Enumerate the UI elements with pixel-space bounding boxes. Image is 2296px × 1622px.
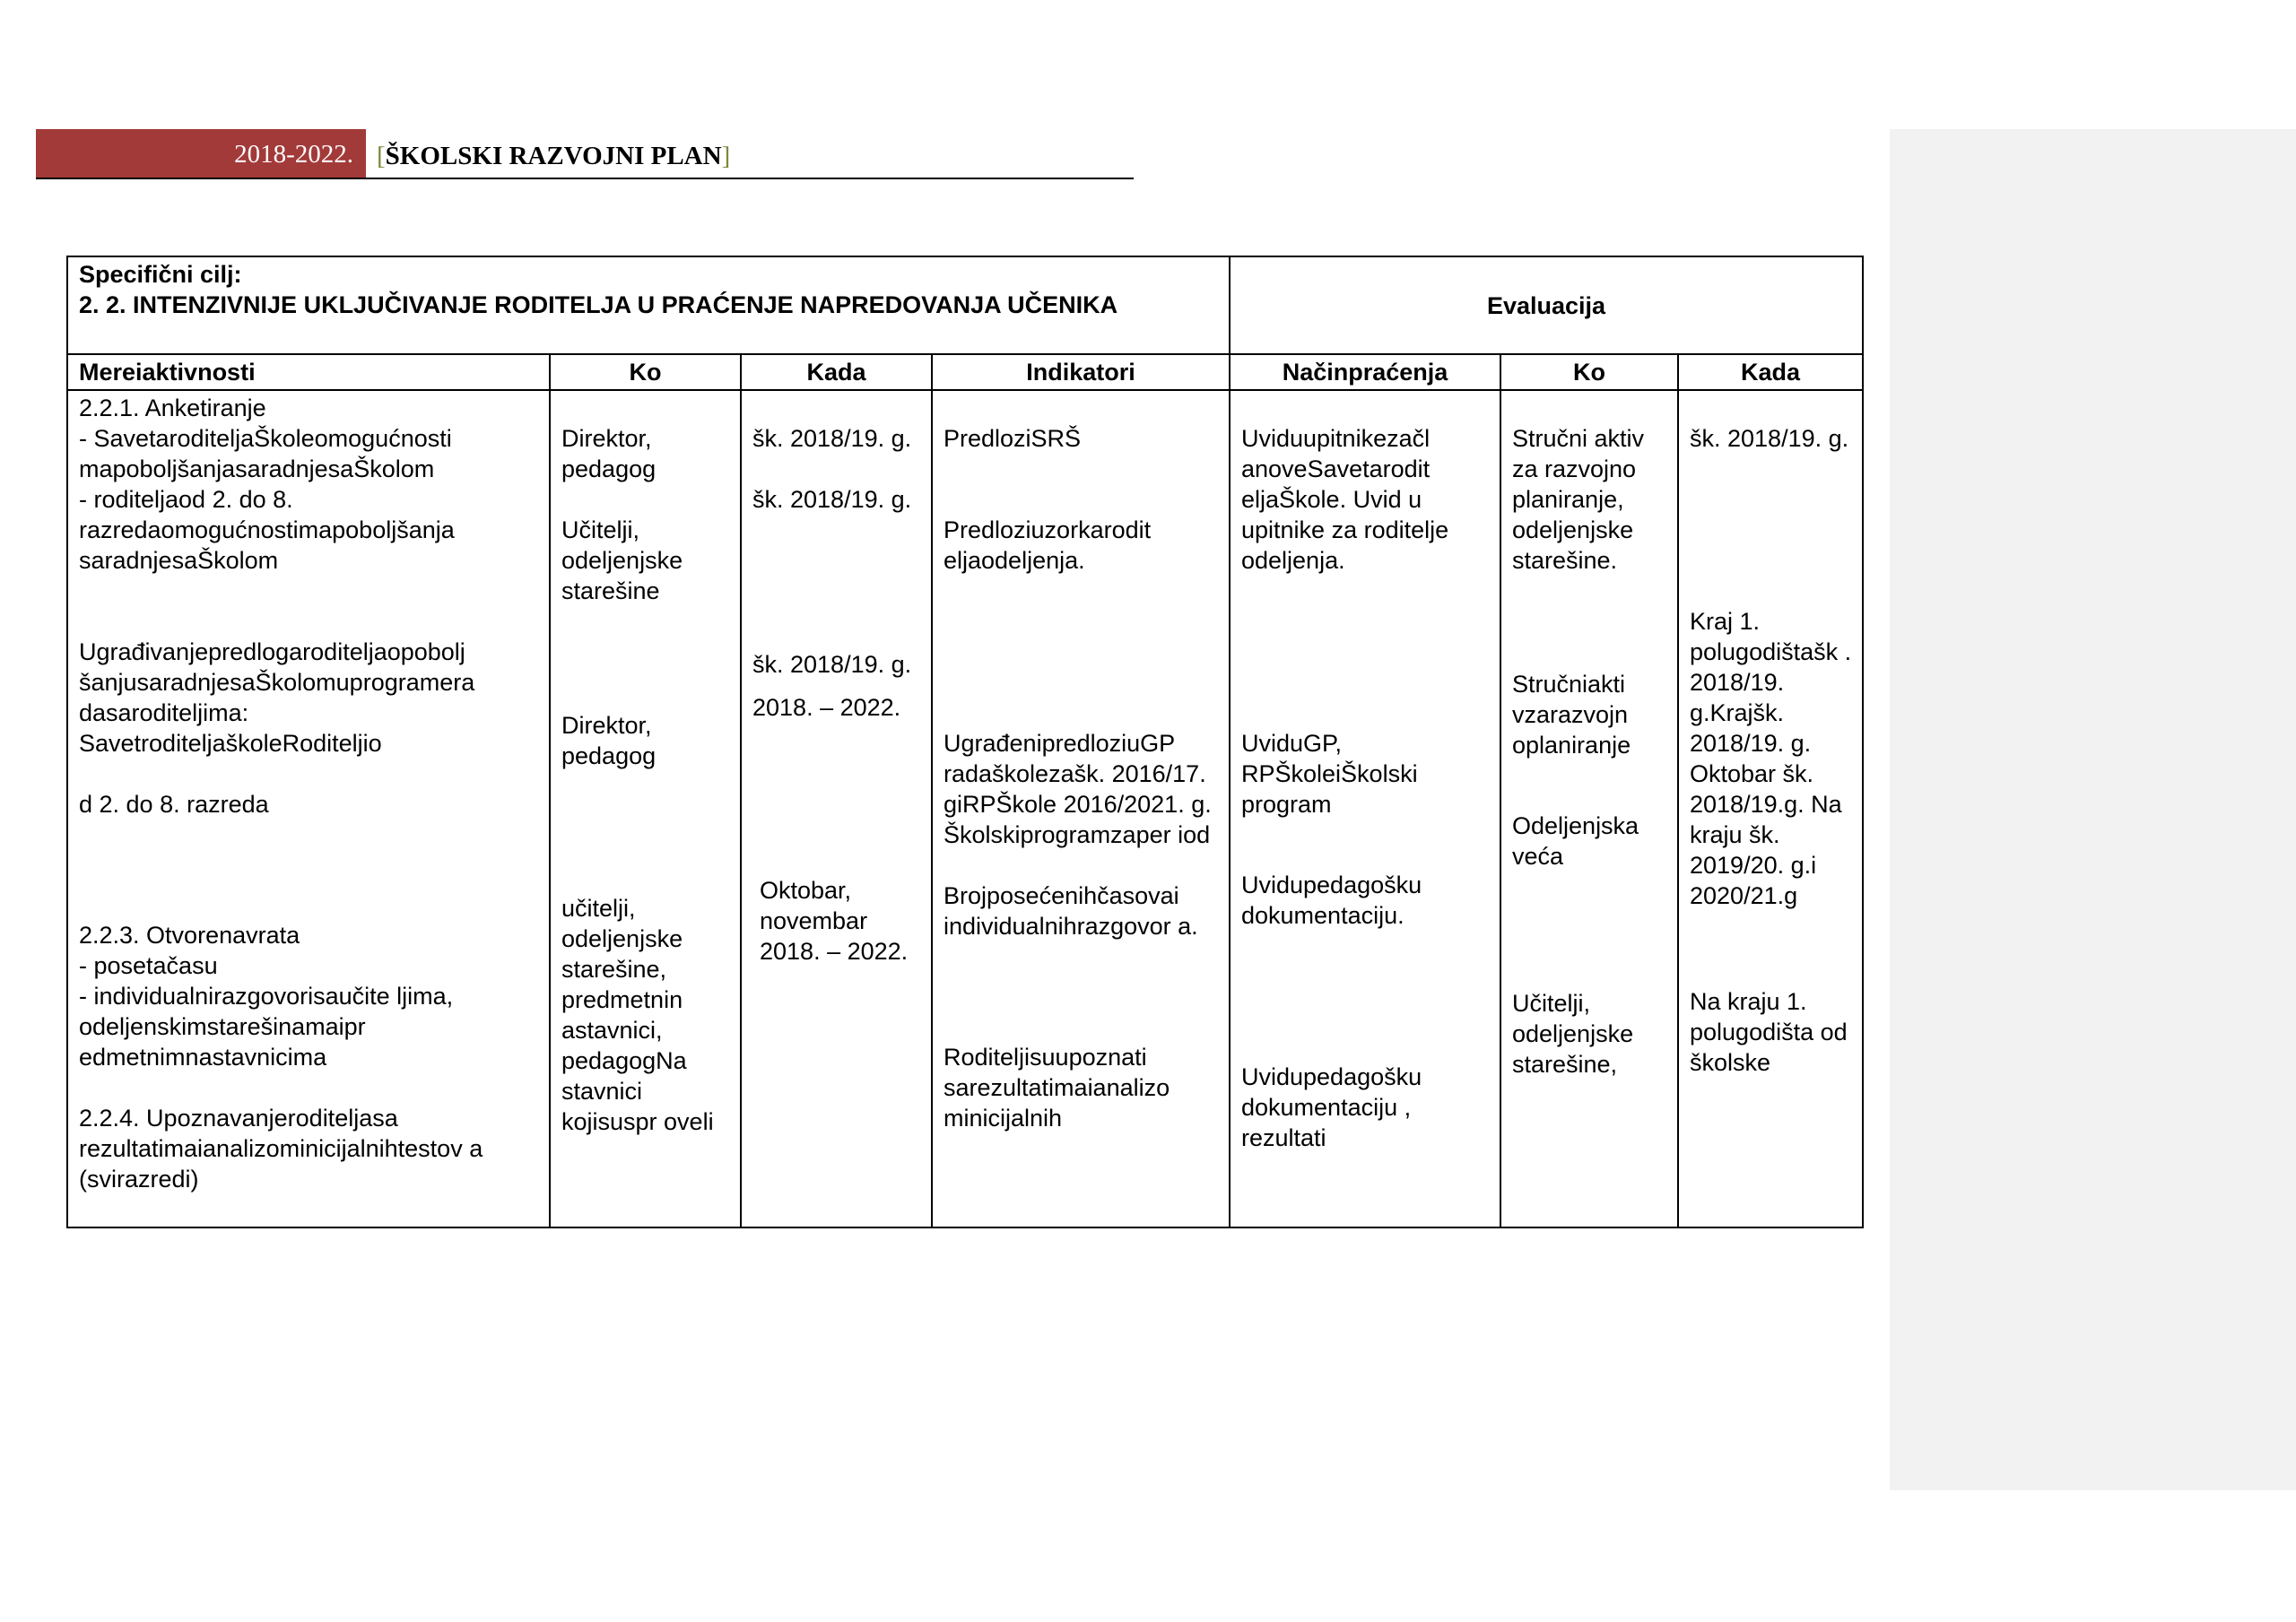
monitoring-2-2-1: Uviduupitnikezačl anoveSavetarodit eljaŠkole. Uvid u upitnike za roditelje odeljenja. xyxy=(1241,425,1449,574)
col-header-monitoring: Načinpraćenja xyxy=(1230,354,1500,390)
cell-who xyxy=(550,390,741,1227)
eval-who-2-2-4: Učitelji, odeljenjske starešine, xyxy=(1512,990,1634,1078)
col-header-who: Ko xyxy=(550,354,741,390)
goal-row xyxy=(67,256,1863,354)
cell-eval-who xyxy=(1500,390,1678,1227)
when-2-2-3: Oktobar, novembar 2018. – 2022. xyxy=(760,877,909,965)
header-title xyxy=(377,129,730,179)
goal-text: 2. 2. INTENZIVNIJE UKLJUČIVANJE RODITELJA U PRAĆENJE NAPREDOVANJA UČENIKA xyxy=(79,291,1118,318)
header-title-text: ŠKOLSKI RAZVOJNI PLAN xyxy=(385,142,722,170)
monitoring-2-2-4: Uvidupedagošku dokumentaciju , rezultati xyxy=(1241,1063,1422,1151)
when-2-2-1: šk. 2018/19. g. šk. 2018/19. g. xyxy=(752,425,912,513)
when-2-2-2b: 2018. – 2022. xyxy=(752,694,901,721)
column-header-row xyxy=(67,354,1863,390)
eval-when-2-2-1: šk. 2018/19. g. xyxy=(1690,425,1849,452)
eval-who-2-2-1: Stručni aktiv za razvojno planiranje, odeljenjske starešine. xyxy=(1512,425,1645,574)
col-header-indicators: Indikatori xyxy=(932,354,1230,390)
eval-when-2-2-3: Na kraju 1. polugodišta od školske xyxy=(1690,988,1848,1076)
monitoring-2-2-3: Uvidupedagošku dokumentaciju. xyxy=(1241,872,1422,929)
who-2-2-2: Direktor, pedagog xyxy=(561,712,657,769)
monitoring-2-2-2: UviduGP, RPŠkoleiŠkolski program xyxy=(1241,730,1418,818)
header-rule xyxy=(36,178,1134,179)
col-header-when: Kada xyxy=(741,354,932,390)
activity-2-2-2: Ugrađivanjepredlogaroditeljaopobolj šanjusaradnjesaŠkolomuprogramera dasaroditeljima: SavetroditeljaškoleRoditeljio d 2. do 8. razreda xyxy=(79,638,475,818)
who-2-2-1: Direktor, pedagog Učitelji, odeljenjske starešine xyxy=(561,425,683,604)
col-header-eval-when: Kada xyxy=(1678,354,1863,390)
cell-when xyxy=(741,390,932,1227)
eval-when-2-2-2: Kraj 1. polugodištašk . 2018/19. g.Krajšk. 2018/19. g. Oktobar šk. 2018/19.g. Na kraju šk. 2019/20. g.i 2020/21.g xyxy=(1690,608,1852,909)
eval-who-2-2-2: Stručniakti vzarazvojn oplaniranje xyxy=(1512,671,1631,759)
activity-2-2-1: 2.2.1. Anketiranje - SavetaroditeljaŠkoleomogućnosti mapoboljšanjasaradnjesaŠkolom - roditeljaod 2. do 8. razredaomogućnostimapoboljšanja saradnjesaŠkolom xyxy=(79,395,455,574)
indicator-2-2-2: UgrađenipredloziuGP radaškolezašk. 2016/17. giRPŠkole 2016/2021. g. Školskiprogramzaper iod xyxy=(944,730,1212,848)
indicator-2-2-4: Roditeljisuupoznati sarezultatimaianalizo minicijalnih xyxy=(944,1044,1170,1132)
header-bracket-open: [ xyxy=(377,142,386,170)
plan-table xyxy=(66,256,1864,1228)
col-header-activities: Mereiaktivnosti xyxy=(67,354,550,390)
header-years: 2018-2022. xyxy=(36,129,366,179)
goal-cell xyxy=(67,256,1230,354)
cell-activities xyxy=(67,390,550,1227)
activity-2-2-4: 2.2.4. Upoznavanjeroditeljasa rezultatimaianalizominicijalnihtestov a (svirazredi) xyxy=(79,1105,483,1193)
side-panel xyxy=(1890,129,2296,1490)
cell-indicators xyxy=(932,390,1230,1227)
who-2-2-3: učitelji, odeljenjske starešine, predmetnin astavnici, pedagogNa stavnici kojisuspr oveli xyxy=(561,895,714,1135)
cell-monitoring xyxy=(1230,390,1500,1227)
page-header xyxy=(36,129,1134,179)
cell-eval-when xyxy=(1678,390,1863,1227)
when-2-2-2: šk. 2018/19. g. xyxy=(752,651,912,678)
indicator-2-2-1: PredloziSRŠ Predloziuzorkarodit eljaodeljenja. xyxy=(944,425,1152,574)
col-header-eval-who: Ko xyxy=(1500,354,1678,390)
goal-label: Specifični cilj: xyxy=(79,261,242,288)
indicator-2-2-3: Brojposećenihčasovai individualnihrazgovor a. xyxy=(944,882,1198,940)
header-bracket-close: ] xyxy=(721,142,731,170)
eval-who-2-2-3: Odeljenjska veća xyxy=(1512,812,1639,870)
evaluation-header: Evaluacija xyxy=(1230,256,1863,354)
table-row xyxy=(67,390,1863,1227)
activity-2-2-3: 2.2.3. Otvorenavrata - posetačasu - individualnirazgovorisaučite ljima, odeljenskimstarešinamaipr edmetnimnastavnicima xyxy=(79,922,454,1071)
